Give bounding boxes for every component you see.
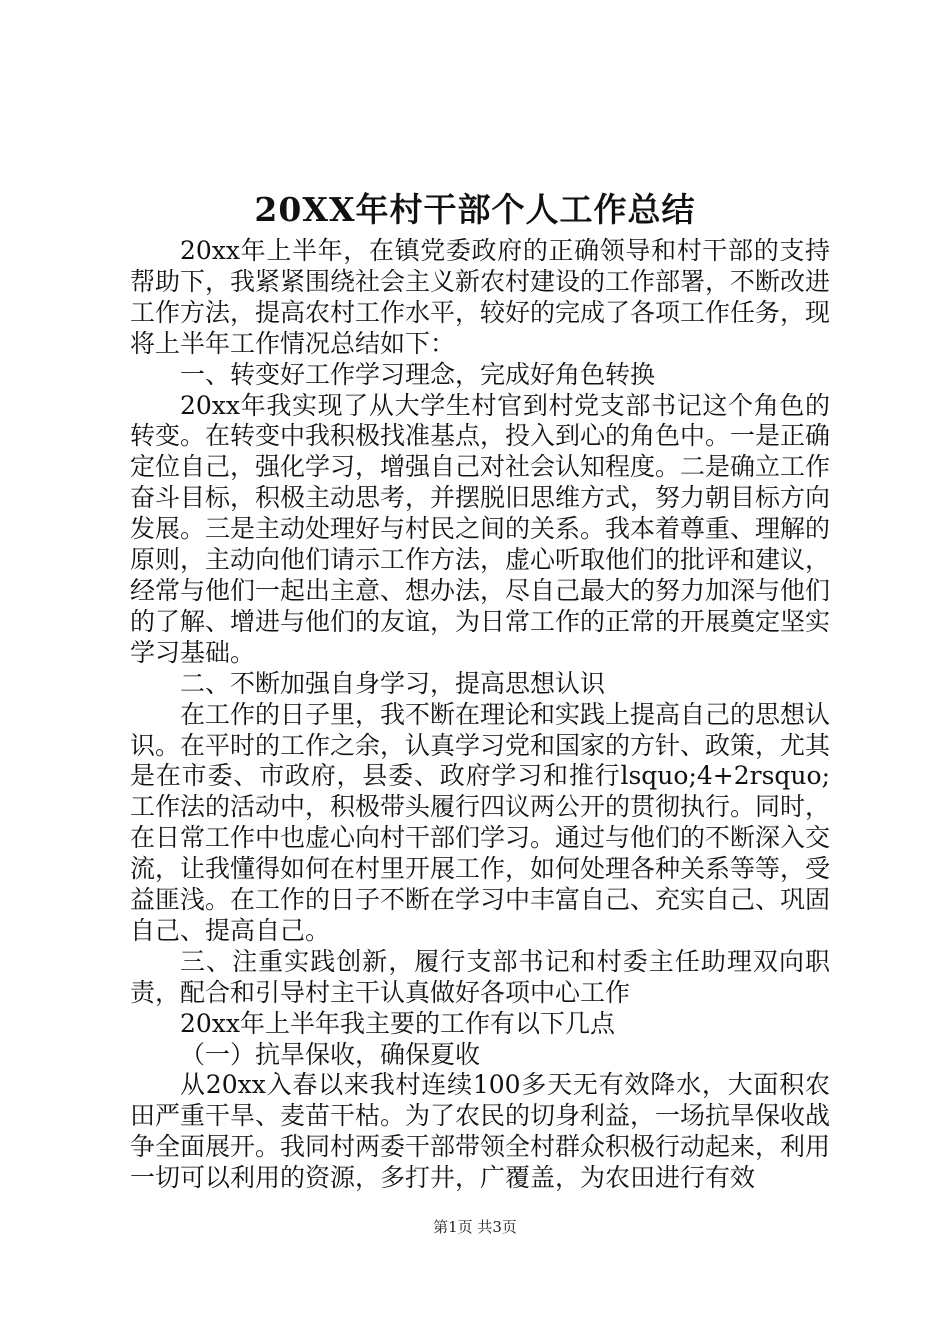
- document-body: [130, 236, 830, 1194]
- subsection-heading-1: （一）抗旱保收，确保夏收: [180, 1039, 481, 1069]
- paragraph-work-list-intro: 20xx年上半年我主要的工作有以下几点: [180, 1008, 616, 1038]
- section-heading-2: 二、不断加强自身学习，提高思想认识: [180, 668, 606, 698]
- paragraph-subsection-1: 从20xx入春以来我村连续100多天无有效降水，大面积农田严重干旱、麦苗干枯。为了农民的切身利益，一场抗旱保收战争全面展开。我同村两委干部带领全村群众积极行动起来，利用一切可以利用的资源，多打井，广覆盖，为农田进行有效: [130, 1070, 831, 1193]
- paragraph-section-1: 20xx年我实现了从大学生村官到村党支部书记这个角色的转变。在转变中我积极找准基点，投入到心的角色中。一是正确定位自己，强化学习，增强自己对社会认知程度。二是确立工作奋斗目标，积极主动思考，并摆脱旧思维方式，努力朝目标方向发展。三是主动处理好与村民之间的关系。我本着尊重、理解的原则，主动向他们请示工作方法，虚心听取他们的批评和建议，经常与他们一起出主意、想办法，尽自己最大的努力加深与他们的了解、增进与他们的友谊，为日常工作的正常的开展奠定坚实学习基础。: [130, 390, 831, 667]
- page-number-footer: 第1页 共3页: [433, 1218, 517, 1236]
- paragraph-section-2: 在工作的日子里，我不断在理论和实践上提高自己的思想认识。在平时的工作之余，认真学习党和国家的方针、政策，尤其是在市委、市政府，县委、政府学习和推行lsquo;4+2rsquo;工作法的活动中，积极带头履行四议两公开的贯彻执行。同时，在日常工作中也虚心向村干部们学习。通过与他们的不断深入交流，让我懂得如何在村里开展工作，如何处理各种关系等等，受益匪浅。在工作的日子不断在学习中丰富自己、充实自己、巩固自己、提高自己。: [130, 699, 831, 945]
- section-heading-1: 一、转变好工作学习理念，完成好角色转换: [180, 359, 656, 389]
- section-heading-3: 三、注重实践创新，履行支部书记和村委主任助理双向职责，配合和引导村主干认真做好各项中心工作: [130, 946, 830, 1007]
- paragraph-intro: 20xx年上半年，在镇党委政府的正确领导和村干部的支持帮助下，我紧紧围绕社会主义新农村建设的工作部署，不断改进工作方法，提高农村工作水平，较好的完成了各项工作任务，现将上半年工作情况总结如下：: [130, 236, 831, 358]
- document-title: 20XX年村干部个人工作总结: [254, 190, 696, 229]
